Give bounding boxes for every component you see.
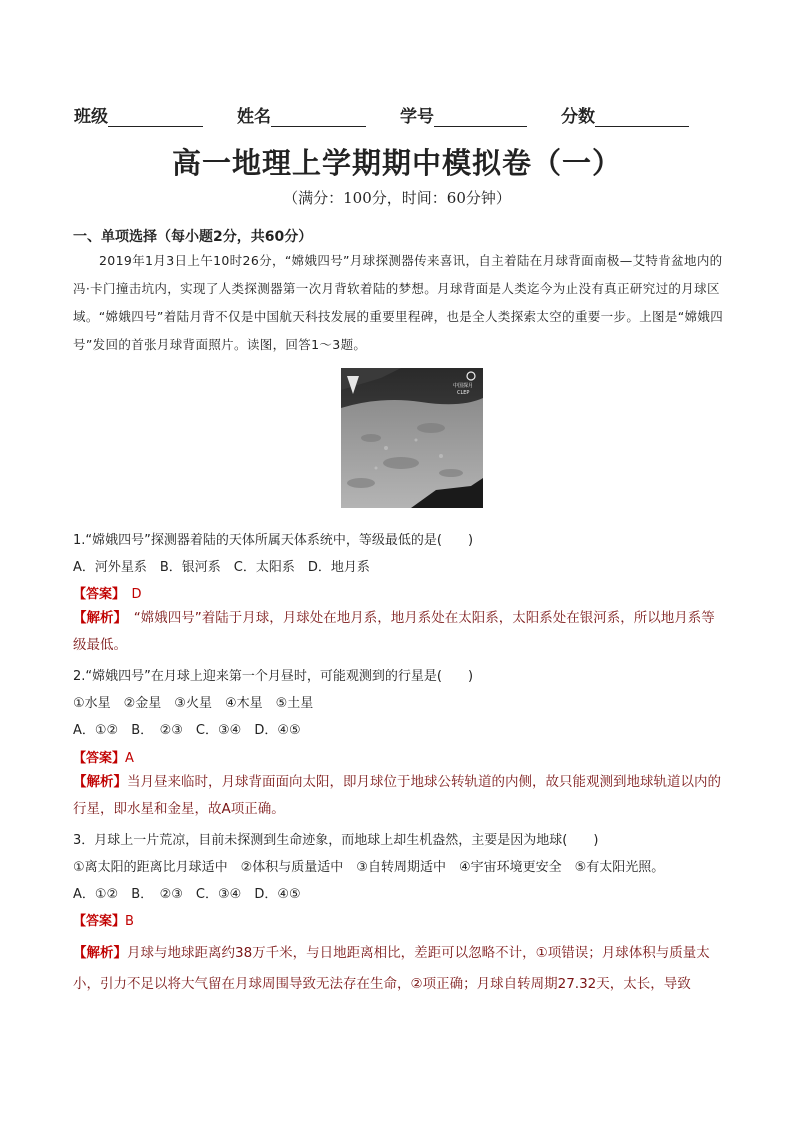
answer-value: A bbox=[125, 751, 134, 766]
q2-options: A．①② B． ②③ C．③④ D．④⑤ bbox=[73, 723, 301, 738]
score-label: 分数 bbox=[561, 107, 595, 127]
analysis-text: 当月昼来临时，月球背面面向太阳，即月球位于地球公转轨道的内侧，故只能观测到地球轨道以内的行星，即水星和金星，故A项正确。 bbox=[73, 774, 721, 817]
q1-analysis bbox=[73, 605, 723, 659]
analysis-text: “嫦娥四号”着陆于月球，月球处在地月系，地月系处在太阳系，太阳系处在银河系，所以地月系等级最低。 bbox=[73, 610, 715, 653]
name-label: 姓名 bbox=[237, 107, 271, 127]
answer-label: 【答案】 bbox=[73, 914, 126, 929]
student-info-fields bbox=[74, 102, 689, 127]
q1-answer bbox=[73, 583, 142, 602]
q2-analysis bbox=[73, 769, 723, 823]
answer-value: D bbox=[118, 587, 142, 602]
class-field[interactable] bbox=[108, 108, 203, 127]
analysis-label: 【解析】 bbox=[73, 945, 127, 961]
number-label: 学号 bbox=[400, 107, 434, 127]
q1-stem: 1.“嫦娥四号”探测器着陆的天体所属天体系统中，等级最低的是( ) bbox=[73, 533, 474, 548]
logo-text-2: CLEP bbox=[457, 390, 470, 396]
answer-value: B bbox=[125, 914, 134, 929]
number-field[interactable] bbox=[434, 108, 527, 127]
q3-items: ①离太阳的距离比月球适中 ②体积与质量适中 ③自转周期适中 ④宇宙环境更安全 ⑤有太阳光照。 bbox=[73, 860, 665, 875]
moon-surface-image bbox=[341, 368, 483, 508]
q3-stem: 3．月球上一片荒凉，目前未探测到生命迹象，而地球上却生机盎然，主要是因为地球( ) bbox=[73, 833, 599, 848]
page-subtitle: （满分：100分，时间：60分钟） bbox=[283, 189, 511, 207]
q2-answer bbox=[73, 747, 134, 766]
answer-label: 【答案】 bbox=[73, 587, 119, 602]
q1-options: A．河外星系 B．银河系 C．太阳系 D．地月系 bbox=[73, 560, 370, 575]
q3-options: A．①② B． ②③ C．③④ D．④⑤ bbox=[73, 887, 301, 902]
analysis-label: 【解析】 bbox=[73, 610, 121, 626]
q2-stem: 2.“嫦娥四号”在月球上迎来第一个月昼时，可能观测到的行星是( ) bbox=[73, 669, 474, 684]
section-heading: 一、单项选择（每小题2分，共60分） bbox=[73, 229, 313, 245]
analysis-text: 月球与地球距离约38万千米，与日地距离相比，差距可以忽略不计，①项错误；月球体积与质量太小，引力不足以将大气留在月球周围导致无法存在生命，②项正确；月球自转周期27.32天，太长，导致 bbox=[73, 945, 710, 992]
logo-text-1: 中国探月 bbox=[453, 383, 474, 389]
q2-items: ①水星 ②金星 ③火星 ④木星 ⑤土星 bbox=[73, 696, 314, 711]
moon-surface-photo bbox=[341, 368, 483, 508]
answer-label: 【答案】 bbox=[73, 751, 126, 766]
q3-answer bbox=[73, 910, 134, 929]
score-field[interactable] bbox=[595, 108, 689, 127]
analysis-label: 【解析】 bbox=[73, 774, 127, 790]
page-title: 高一地理上学期期中模拟卷（一） bbox=[171, 146, 622, 180]
name-field[interactable] bbox=[271, 108, 366, 127]
intro-passage: 2019年1月3日上午10时26分，“嫦娥四号”月球探测器传来喜讯，自主着陆在月球背面南极—艾特肯盆地内的冯·卡门撞击坑内，实现了人类探测器第一次月背软着陆的梦想。月球背面是人类迄今为止没有真正研究过的月球区域。“嫦娥四号”着陆月背不仅是中国航天科技发展的重要里程碑，也是全人类探索太空的重要一步。上图是“嫦娥四号”发回的首张月球背面照片。读图，回答1～3题。 bbox=[73, 253, 724, 352]
q3-analysis bbox=[73, 938, 723, 1000]
class-label: 班级 bbox=[74, 107, 108, 127]
